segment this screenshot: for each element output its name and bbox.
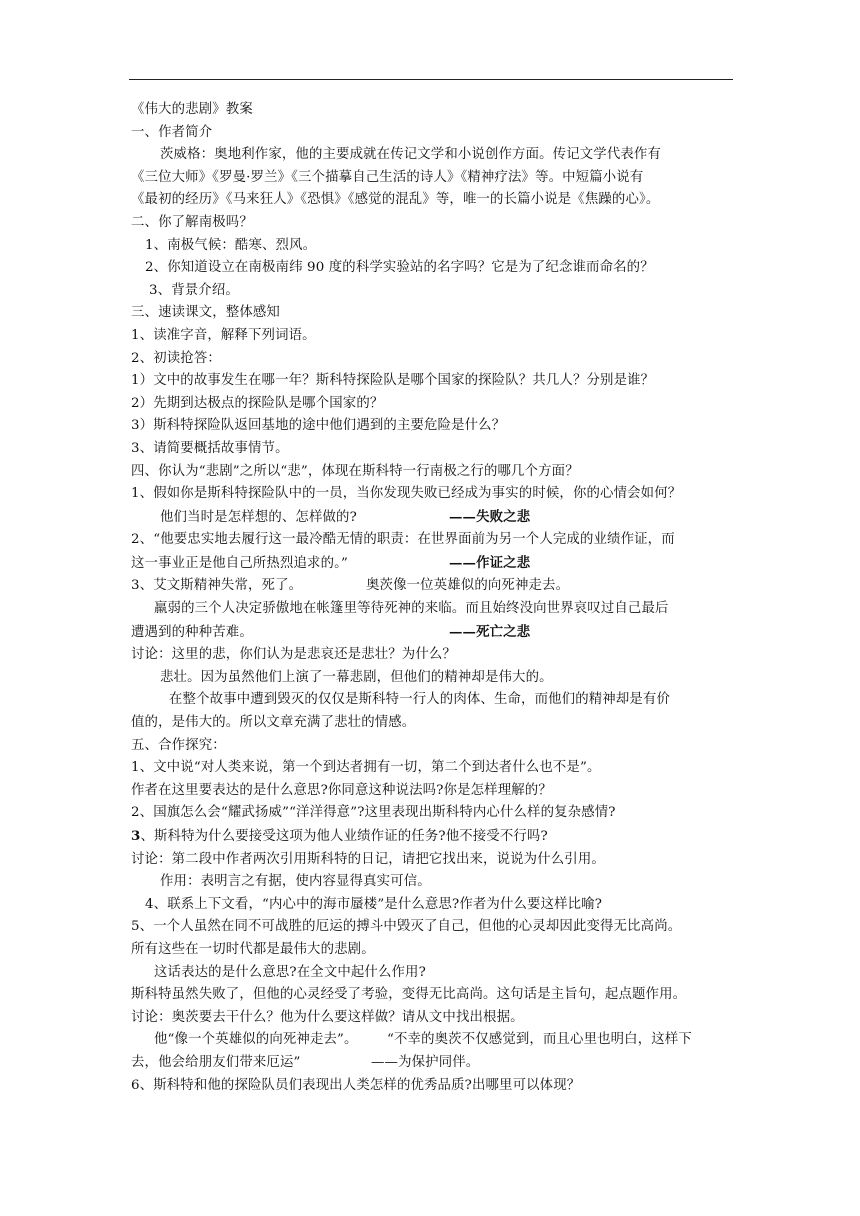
section-5-heading: 五、合作探究： [131,737,226,753]
inquiry-3-text: 、斯科特为什么要接受这项为他人业绩作证的任务?他不接受不行吗? [140,829,548,844]
author-intro-line-3: 《最初的经历》《马来狂人》《恐惧》《感觉的混乱》等，唯一的长篇小说是《焦躁的心》。 [131,192,660,208]
oates-discussion: 讨论：奥茨要去干什么？他为什么要这样做？请从文中找出根据。 [131,1009,524,1025]
tragedy-point-2-cont [131,552,735,576]
discussion-question: 讨论：这里的悲，你们认为是悲哀还是悲壮？为什么？ [131,647,456,663]
discussion-answer-2-cont: 值的，是伟大的。所以文章充满了悲壮的情感。 [131,715,416,731]
document-title: 《伟大的悲剧》教案 [131,102,253,117]
tragedy-point-3 [131,575,735,598]
tragedy-point-3-line-2: 羸弱的三个人决定骄傲地在帐篷里等待死神的来临。而且始终没向世界哀叹过自己最后 [154,601,669,617]
header-rule [129,79,733,80]
inquiry-5: 5、一个人虽然在同不可战胜的厄运的搏斗中毁灭了自己，但他的心灵却因此变得无比高尚。 [131,919,682,935]
oates-quote-line-1 [131,1029,735,1052]
tragedy-point-3-line-3 [131,621,735,645]
author-intro-line-2: 《三位大师》《罗曼·罗兰》《三个描摹自己生活的诗人》《精神疗法》等。中短篇小说有 [131,169,644,185]
section-3-heading: 三、速读课文，整体感知 [131,305,280,321]
oates-quote-c: 去，他会给朋友们带来厄运” [131,1054,301,1070]
inquiry-5-question: 这话表达的是什么意思?在全文中起什么作用? [154,964,426,980]
tragedy-point-1-text: 他们当时是怎样想的、怎样做的? [160,509,357,525]
antarctic-item-3: 3、背景介绍。 [149,282,239,298]
failure-tag: ——失败之悲 [449,508,531,525]
tragedy-point-2: 2、“他要忠实地去履行这一最冷酷无情的职责：在世界面前为另一个人完成的业绩作证，而 [131,532,675,548]
antarctic-item-2: 2、你知道设立在南极南纬 90 度的科学实验站的名字吗？它是为了纪念谁而命名的？ [145,260,654,276]
quiz-question-2: 2）先期到达极点的探险队是哪个国家的？ [131,395,384,411]
tragedy-point-2-text: 这一事业正是他自己所热烈追求的。” [131,555,348,571]
document-body [131,99,735,1097]
tragedy-point-3-text: 遭遇到的种种苦难。 [131,624,253,640]
quiz-question-1: 1）文中的故事发生在哪一年？斯科特探险队是哪个国家的探险队？共几人？分别是谁？ [131,373,655,389]
oates-quote-line-2 [131,1052,735,1075]
reading-step-2: 2、初读抢答： [131,350,221,366]
witness-tag: ——作证之悲 [449,554,531,571]
reading-step-1: 1、读准字音，解释下列词语。 [131,327,316,343]
inquiry-2: 2、国旗怎么会“耀武扬威”“洋洋得意”?这里表现出斯科特内心什么样的复杂感情? [131,805,616,821]
inquiry-3 [131,825,735,849]
death-tag: ——死亡之悲 [449,623,531,640]
oates-quote-b: “不幸的奥茨不仅感觉到，而且心里也明白，这样下 [387,1032,692,1048]
antarctic-item-1: 1、南极气候：酷寒、烈风。 [145,237,317,253]
inquiry-3-number: 3 [131,828,141,844]
tragedy-point-1: 1、假如你是斯科特探险队中的一员，当你发现失败已经成为事实的时候，你的心情会如何？ [131,486,682,502]
inquiry-5-answer: 斯科特虽然失败了，但他的心灵经受了考验，变得无比高尚。这句话是主旨句，起点题作用。 [131,987,687,1003]
section-1-heading: 一、作者简介 [131,124,213,140]
discussion-answer-2: 在整个故事中遭到毁灭的仅仅是斯科特一行人的肉体、生命，而他们的精神却是有价 [169,692,671,708]
inquiry-3-answer: 作用：表明言之有据，使内容显得真实可信。 [160,874,431,890]
inquiry-1-cont: 作者在这里要表达的是什么意思?你同意这种说法吗?你是怎样理解的？ [131,782,552,798]
section-4-heading: 四、你认为“悲剧”之所以“悲”，体现在斯科特一行南极之行的哪几个方面？ [131,463,579,479]
inquiry-1: 1、文中说“对人类来说，第一个到达者拥有一切，第二个到达者什么也不是”。 [131,760,601,776]
oates-purpose: ——为保护同伴。 [371,1054,480,1070]
inquiry-5-cont: 所有这些在一切时代都是最伟大的悲剧。 [131,941,375,957]
discussion-answer-1: 悲壮。因为虽然他们上演了一幕悲剧，但他们的精神却是伟大的。 [160,669,553,685]
tragedy-point-1-cont [131,506,735,530]
oates-quote-a: 他“像一个英雄似的向死神走去”。 [154,1032,358,1048]
quiz-question-3: 3）斯科特探险队返回基地的途中他们遇到的主要危险是什么？ [131,418,506,434]
author-intro-line-1: 茨威格：奥地利作家，他的主要成就在传记文学和小说创作方面。传记文学代表作有 [160,147,662,163]
tragedy-point-3-a: 3、艾文斯精神失常，死了。 [131,578,303,594]
inquiry-6: 6、斯科特和他的探险队员们表现出人类怎样的优秀品质?出哪里可以体现？ [131,1077,581,1093]
inquiry-4: 4、联系上下文看，“内心中的海市蜃楼”是什么意思?作者为什么要这样比喻? [145,896,603,912]
reading-step-3: 3、请简要概括故事情节。 [131,440,289,456]
inquiry-3-discussion: 讨论：第二段中作者两次引用斯科特的日记，请把它找出来，说说为什么引用。 [131,851,605,867]
tragedy-point-3-b: 奥茨像一位英雄似的向死神走去。 [366,578,570,594]
section-2-heading: 二、你了解南极吗？ [131,214,253,230]
